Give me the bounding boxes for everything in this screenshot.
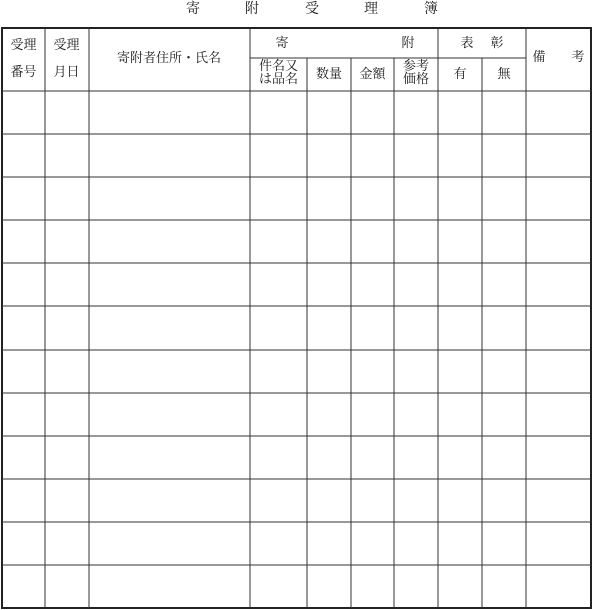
- header-reference-price: [394, 60, 438, 86]
- header-receipt-date: [45, 38, 88, 80]
- header-receipt-date-line1: 受理: [53, 38, 80, 53]
- header-item-name: [250, 60, 307, 86]
- table-grid-lines: [2, 28, 591, 608]
- header-receipt-date-line2: 月日: [53, 65, 80, 80]
- title-char: 理: [364, 1, 378, 17]
- header-receipt-number-line1: 受理: [10, 38, 37, 53]
- header-commendation-no: 無: [497, 67, 511, 82]
- header-donor: 寄附者住所・氏名: [116, 51, 221, 66]
- header-donation-left: 寄: [275, 36, 289, 51]
- title-char: 受: [305, 1, 319, 17]
- header-commendation-char2: 彰: [490, 36, 504, 51]
- header-remarks-char1: 備: [532, 50, 546, 65]
- header-commendation-char1: 表: [460, 36, 474, 51]
- header-item-name-line2: は品名: [258, 72, 298, 87]
- header-item-name-line1: 件名又: [258, 59, 298, 74]
- header-amount: 金額: [359, 67, 386, 82]
- header-remarks-char2: 考: [571, 50, 585, 65]
- title-char: 寄: [186, 1, 200, 17]
- header-commendation-yes: 有: [453, 67, 467, 82]
- header-receipt-number-line2: 番号: [10, 65, 37, 80]
- header-reference-price-line1: 参考: [402, 59, 429, 74]
- header-donation-right: 附: [401, 36, 415, 51]
- title-char: 附: [245, 1, 259, 17]
- title-char: 簿: [424, 1, 438, 17]
- header-receipt-number: [3, 38, 44, 80]
- table-border: [2, 28, 591, 608]
- header-quantity: 数量: [315, 67, 342, 82]
- header-reference-price-line2: 価格: [402, 72, 429, 87]
